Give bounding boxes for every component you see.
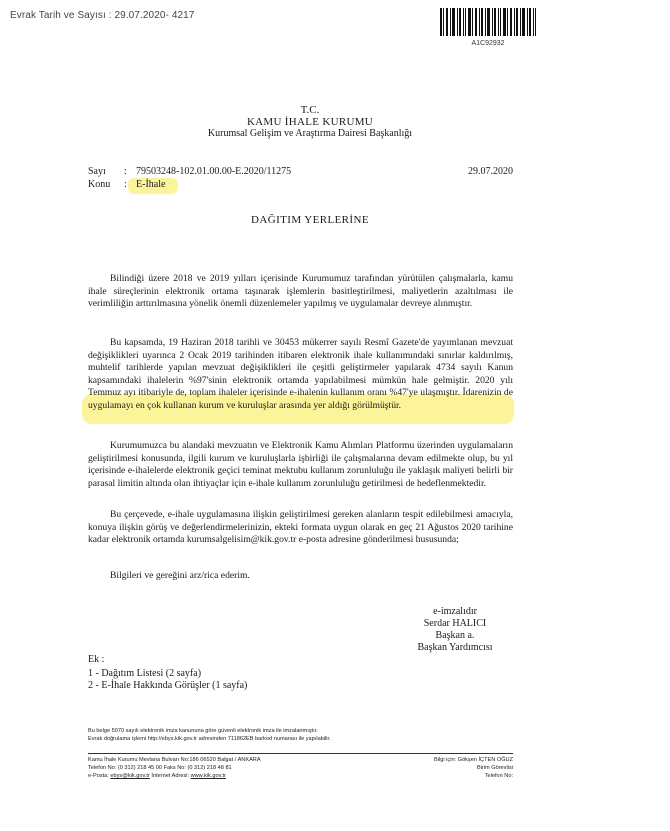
paragraph-1: Bilindiği üzere 2018 ve 2019 yılları içerisinde Kurumumuz tarafından yürütülen çalışmalarla, kamu ihale süreçlerinin elektronik ortama taşınarak işlemlerin basitleştirilmesi, maliyetlerin azaltılması ile verimliliğin arttırılmasına yönelik önemli düzenlemeler yapılmış ve uygulamalar devreye alınmıştır. — [88, 273, 513, 310]
document-date: 29.07.2020 — [468, 166, 513, 177]
footer-web-label: İnternet Adresi: — [149, 773, 191, 779]
signatory-title: Başkan Yardımcısı — [417, 642, 493, 653]
closing-line: Bilgileri ve gereğini arz/rica ederim. — [110, 570, 250, 581]
footer-email-link[interactable]: ebys@kik.gov.tr — [110, 773, 150, 779]
sayi-row — [88, 165, 513, 178]
footer-address: Kamu İhale Kurumu Mevlana Bulvarı No:186 06520 Balgat / ANKARA — [88, 757, 261, 763]
evrak-date-number: Evrak Tarih ve Sayısı : 29.07.2020- 4217 — [10, 10, 195, 21]
footer-web-link[interactable]: www.kik.gov.tr — [190, 773, 226, 779]
department-name: Kurumsal Gelişim ve Araştırma Dairesi Başkanlığı — [207, 128, 413, 139]
sayi-colon: : — [124, 166, 127, 177]
paragraph-2 — [88, 337, 513, 413]
konu-label: Konu — [88, 179, 111, 190]
signature-block — [350, 606, 560, 654]
footer-info-phone: Telefon No: — [484, 773, 513, 779]
konu-value: E-İhale — [136, 179, 166, 190]
signatory-on-behalf: Başkan a. — [435, 630, 475, 641]
paragraph-2-text: Bu kapsamda, 19 Haziran 2018 tarihli ve 30453 mükerrer sayılı Resmî Gazete'de yayımlanan mevzuat değişiklikleri uyarınca 2 Ocak 2019 tarihinden itibaren elektronik ihale kullanımındaki sınırlar kaldırılmış, muhtelif tarihlerde yapılan mevzuat değişiklikleri ile çeşitli geliştirmeler yapılarak 4734 sayılı Kanun kapsamındaki ihalelerin %97'sinin elektronik ortamda yapılabilmesi mümkün hale gelmiştir. 2020 yılı Temmuz ayı itibariyle de, toplam ihaleler içerisinde e-ihalenin kullanım oranı %47'ye ulaşmıştır. — [88, 337, 513, 399]
footer-divider — [88, 753, 513, 754]
paragraph-2-highlighted-text: İdarenizin de uygulamayı en çok kullanan kurum ve kuruluşlar arasında yer aldığı görülmüştür. — [88, 387, 513, 411]
konu-colon: : — [124, 179, 127, 190]
footer-email-label: e-Posta: — [88, 773, 111, 779]
footer-info-contact: Bilgi için: Gökşen İÇTEN OĞUZ — [434, 757, 513, 763]
e-signature-note-line-1: Bu belge 5070 sayılı elektronik imza kanununa göre güvenli elektronik imza ile imzalanmıştır. — [88, 728, 318, 734]
attachments-list — [88, 654, 247, 692]
barcode-number: A1C92932 — [471, 40, 505, 47]
document-title: DAĞITIM YERLERİNE — [251, 214, 369, 226]
footer-info-role: Birim Görevlisi — [476, 765, 513, 771]
footer-info — [363, 756, 513, 780]
document-meta — [88, 165, 513, 191]
barcode-icon — [440, 8, 536, 36]
attachment-item-1: 1 - Dağıtım Listesi (2 sayfa) — [88, 668, 202, 679]
footer-email-web — [88, 772, 348, 780]
attachments-label: Ek : — [88, 654, 105, 665]
footer-phone: Telefon No: (0 312) 218 45 00 Faks No: (0 312) 218 48 81 — [88, 765, 232, 771]
letterhead — [150, 104, 470, 140]
konu-row — [88, 178, 513, 191]
e-signature-note-line-2: Evrak doğrulama işlemi http://ebys.kik.gov.tr adresinden 711862EB barkod numarası ile yapılabilir. — [88, 736, 331, 742]
sayi-value: 79503248-102.01.00.00-E.2020/11275 — [136, 166, 292, 177]
footer-contact — [88, 756, 348, 780]
signatory-name: Serdar HALICI — [423, 618, 487, 629]
attachment-item-2: 2 - E-İhale Hakkında Görüşler (1 sayfa) — [88, 680, 248, 691]
republic-label: T.C. — [300, 104, 320, 116]
e-signature-note — [88, 727, 331, 743]
paragraph-4: Bu çerçevede, e-ihale uygulamasına ilişkin geliştirilmesi gereken alanların tespit edilebilmesi amacıyla, konuya ilişkin görüş ve değerlendirmelerinizin, ekteki formata uygun olarak en geç 21 Ağustos 2020 tarihine kadar elektronik ortamda kurumsalgelisim@kik.gov.tr e-posta adresine gönderilmesi hususunda; — [88, 509, 513, 546]
institution-name: KAMU İHALE KURUMU — [246, 116, 374, 128]
sayi-label: Sayı — [88, 166, 106, 177]
paragraph-3: Kurumumuzca bu alandaki mevzuatın ve Elektronik Kamu Alımları Platformu üzerinden uygulamaların geliştirilmesi konusunda, ilgili kurum ve kuruluşlarla işbirliği ile çalışmalarına devam edilmekte olup, bu yıl içerisinde e-ihalelerde elektronik geçici teminat mektubu kullanım zorunluluğu ile yaklaşık maliyeti belirli bir parasal limitin altında olan ihtiyaçlar için e-ihale kullanım zorunluluğu getirilmesi de hedeflenmektedir. — [88, 440, 513, 489]
signature-e-signed: e-imzalıdır — [433, 606, 477, 617]
